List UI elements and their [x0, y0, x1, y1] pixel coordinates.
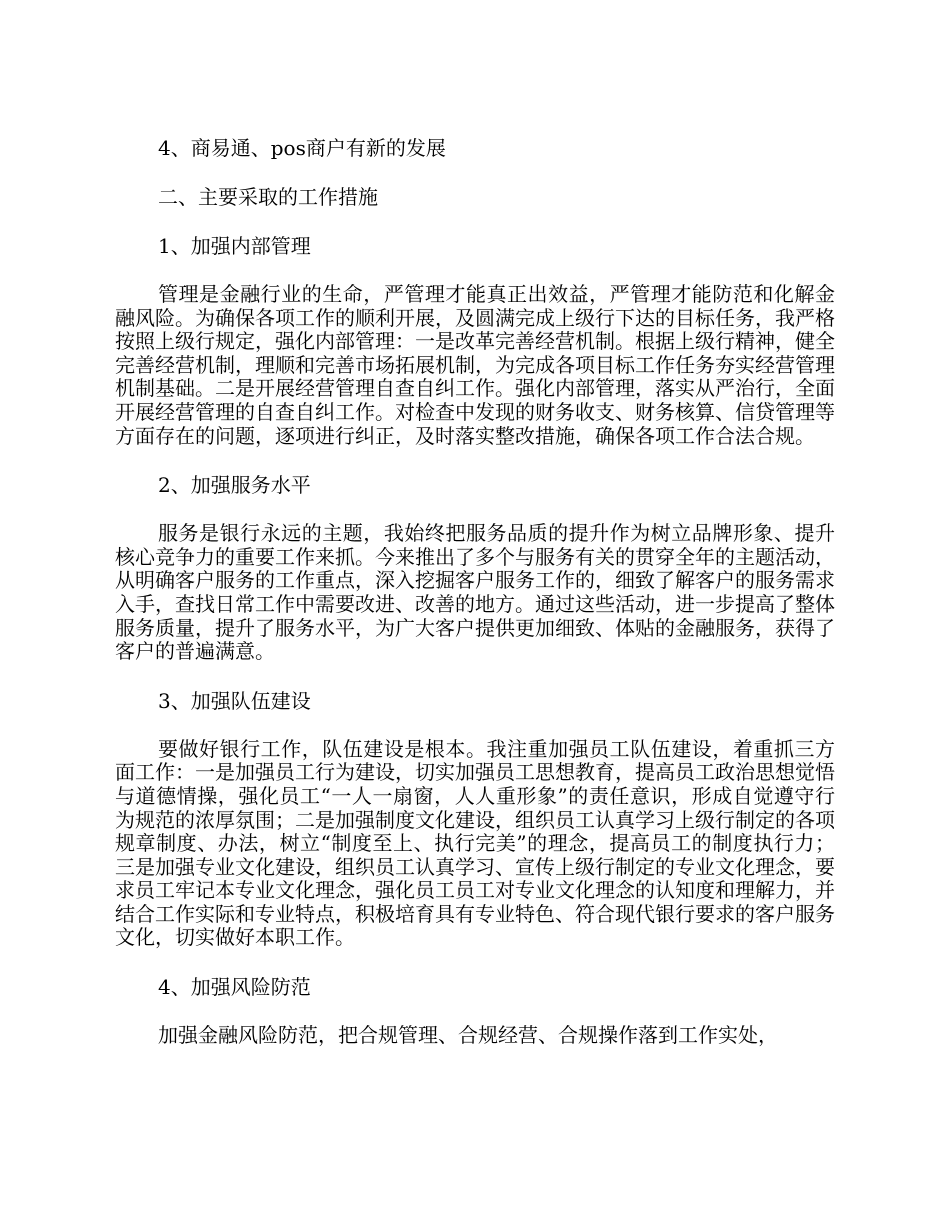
document-body	[115, 136, 835, 1048]
heading-internal-management: 1、加强内部管理	[158, 234, 311, 258]
paragraph-service-level: 服务是银行永远的主题，我始终把服务品质的提升作为树立品牌形象、提升核心竞争力的重要工作来抓。今来推出了多个与服务有关的贯穿全年的主题活动，从明确客户服务的工作重点，深入挖掘客户服务工作的，细致了解客户的服务需求入手，查找日常工作中需要改进、改善的地方。通过这些活动，进一步提高了整体服务质量，提升了服务水平，为广大客户提供更加细致、体贴的金融服务，获得了客户的普遍满意。	[115, 521, 835, 664]
heading-team-building: 3、加强队伍建设	[158, 688, 311, 713]
paragraph-internal-management: 管理是金融行业的生命，严管理才能真正出效益，严管理才能防范和化解金融风险。为确保各项工作的顺利开展，及圆满完成上级行下达的目标任务，我严格按照上级行规定，强化内部管理：一是改革完善经营机制。根据上级行精神，健全完善经营机制，理顺和完善市场拓展机制，为完成各项目标工作任务夯实经营管理机制基础。二是开展经营管理自查自纠工作。强化内部管理，落实从严治行，全面开展经营管理的自查自纠工作。对检查中发现的财务收支、财务核算、信贷管理等方面存在的问题，逐项进行纠正，及时落实整改措施，确保各项工作合法合规。	[115, 282, 835, 448]
heading-main-measures: 二、主要采取的工作措施	[158, 185, 378, 209]
heading-service-level: 2、加强服务水平	[158, 473, 311, 498]
paragraph-team-building: 要做好银行工作，队伍建设是根本。我注重加强员工队伍建设，着重抓三方面工作：一是加强员工行为建设，切实加强员工思想教育，提高员工政治思想觉悟与道德情操，强化员工“一人一扇窗，人人重形象”的责任意识，形成自觉遵守行为规范的浓厚氛围；二是加强制度文化建设，组织员工认真学习上级行制定的各项规章制度、办法，树立“制度至上、执行完美”的理念，提高员工的制度执行力；三是加强专业文化建设，组织员工认真学习、宣传上级行制定的专业文化理念，要求员工牢记本专业文化理念，强化员工员工对专业文化理念的认知度和理解力，并结合工作实际和专业特点，积极培育具有专业特色、符合现代银行要求的客户服务文化，切实做好本职工作。	[115, 736, 835, 950]
heading-merchant-development: 4、商易通、pos商户有新的发展	[158, 136, 446, 160]
paragraph-risk-prevention: 加强金融风险防范，把合规管理、合规经营、合规操作落到工作实处，	[158, 1023, 778, 1048]
heading-risk-prevention: 4、加强风险防范	[158, 975, 311, 1000]
